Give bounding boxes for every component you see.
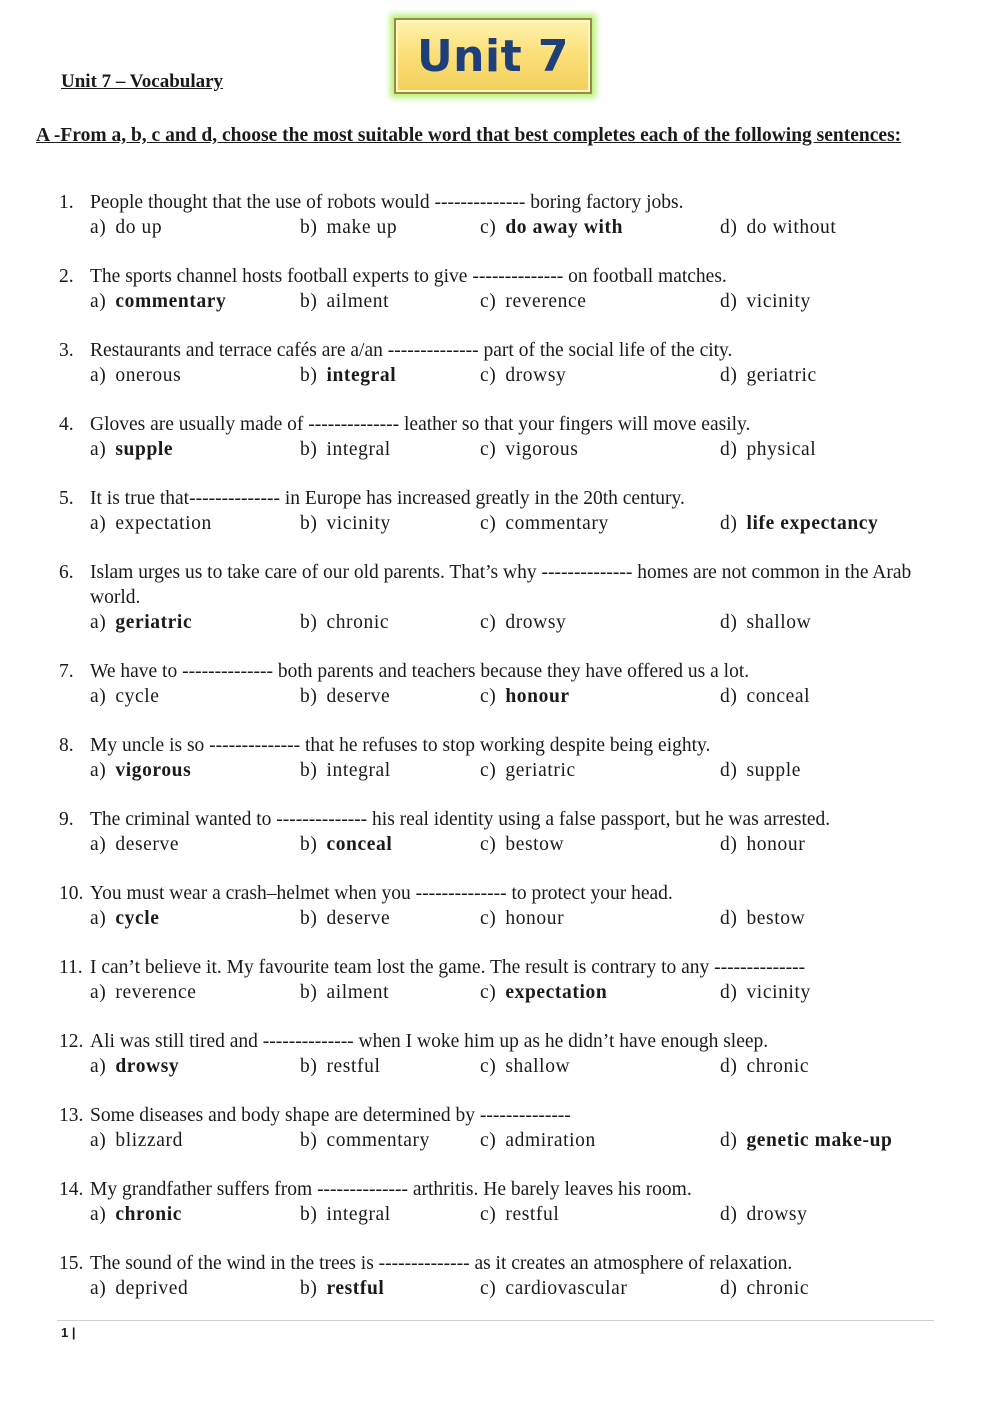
- question-text: We have to -------------- both parents and teachers because they have offered us a lot.: [90, 661, 750, 682]
- option-b: [300, 610, 389, 635]
- option-d: [720, 1128, 892, 1153]
- option-b: [300, 1054, 380, 1079]
- option-answer: chronic: [115, 1204, 183, 1225]
- option-text: bestow: [505, 834, 565, 855]
- option-text: deserve: [115, 834, 180, 855]
- option-letter: b): [300, 1130, 318, 1151]
- option-text: chronic: [326, 612, 390, 633]
- question-stem: [0, 659, 992, 684]
- option-text: chronic: [746, 1056, 810, 1077]
- option-row: [0, 289, 992, 314]
- question-number: 2.: [59, 266, 74, 287]
- option-text: cardiovascular: [505, 1278, 628, 1299]
- option-letter: d): [720, 513, 738, 534]
- option-text: vicinity: [326, 513, 391, 534]
- option-row: [0, 511, 992, 536]
- question-number: 10.: [59, 883, 84, 904]
- option-row: [0, 832, 992, 857]
- option-d: [720, 832, 805, 857]
- question-text: The criminal wanted to -------------- his real identity using a false passport, but he was arrested.: [90, 809, 831, 830]
- option-letter: b): [300, 513, 318, 534]
- option-b: [300, 511, 391, 536]
- option-d: [720, 437, 816, 462]
- option-c: [480, 832, 564, 857]
- option-text: cycle: [115, 686, 160, 707]
- option-c: [480, 1276, 627, 1301]
- option-a: [90, 1202, 182, 1227]
- option-letter: d): [720, 1130, 738, 1151]
- option-c: [480, 1128, 596, 1153]
- option-c: [480, 980, 607, 1005]
- option-text: integral: [326, 760, 391, 781]
- option-b: [300, 1202, 391, 1227]
- question-stem: [0, 1177, 992, 1202]
- option-letter: b): [300, 760, 318, 781]
- option-letter: d): [720, 760, 738, 781]
- option-letter: d): [720, 1278, 738, 1299]
- option-d: [720, 1054, 809, 1079]
- question-item: [0, 560, 992, 635]
- option-letter: b): [300, 365, 318, 386]
- option-text: make up: [326, 217, 398, 238]
- option-answer: cycle: [115, 908, 160, 929]
- option-d: [720, 1202, 807, 1227]
- option-answer: conceal: [326, 834, 393, 855]
- question-item: [0, 1251, 992, 1301]
- instructions: A -From a, b, c and d, choose the most suitable word that best completes each of the following sentences:: [36, 125, 902, 146]
- question-text: Ali was still tired and -------------- when I woke him up as he didn’t have enough sleep.: [90, 1031, 769, 1052]
- option-c: [480, 363, 566, 388]
- option-letter: b): [300, 291, 318, 312]
- question-number: 3.: [59, 340, 74, 361]
- option-letter: b): [300, 1278, 318, 1299]
- option-row: [0, 1202, 992, 1227]
- unit-badge-label: Unit 7: [416, 30, 570, 82]
- question-stem: [0, 412, 992, 437]
- option-a: [90, 1054, 179, 1079]
- option-letter: c): [480, 291, 497, 312]
- option-letter: c): [480, 1056, 497, 1077]
- option-text: reverence: [505, 291, 587, 312]
- question-item: [0, 486, 992, 536]
- option-letter: b): [300, 1056, 318, 1077]
- option-letter: a): [90, 686, 107, 707]
- option-a: [90, 1128, 183, 1153]
- question-number: 6.: [59, 562, 74, 583]
- option-letter: a): [90, 1130, 107, 1151]
- option-d: [720, 215, 836, 240]
- option-letter: a): [90, 513, 107, 534]
- option-answer: geriatric: [115, 612, 193, 633]
- section-title: Unit 7 – Vocabulary: [61, 71, 224, 92]
- question-text: You must wear a crash–helmet when you -------------- to protect your head.: [90, 883, 673, 904]
- page-number: 1 |: [61, 1325, 76, 1340]
- option-letter: b): [300, 834, 318, 855]
- option-row: [0, 363, 992, 388]
- question-stem: [0, 881, 992, 906]
- option-text: commentary: [326, 1130, 430, 1151]
- option-c: [480, 1202, 559, 1227]
- question-item: [0, 412, 992, 462]
- option-answer: do away with: [505, 217, 624, 238]
- option-b: [300, 215, 397, 240]
- question-number: 1.: [59, 192, 74, 213]
- option-letter: b): [300, 217, 318, 238]
- option-b: [300, 289, 389, 314]
- question-number: 11.: [59, 957, 83, 978]
- option-letter: d): [720, 908, 738, 929]
- option-text: reverence: [115, 982, 197, 1003]
- question-item: [0, 338, 992, 388]
- option-b: [300, 832, 392, 857]
- option-letter: b): [300, 686, 318, 707]
- question-stem: [0, 264, 992, 289]
- option-b: [300, 1128, 430, 1153]
- question-number: 9.: [59, 809, 74, 830]
- question-item: [0, 190, 992, 240]
- option-a: [90, 610, 192, 635]
- option-text: chronic: [746, 1278, 810, 1299]
- option-b: [300, 906, 390, 931]
- option-text: geriatric: [505, 760, 576, 781]
- option-row: [0, 215, 992, 240]
- option-answer: expectation: [505, 982, 608, 1003]
- option-letter: b): [300, 1204, 318, 1225]
- option-text: commentary: [505, 513, 609, 534]
- option-c: [480, 610, 566, 635]
- option-text: admiration: [505, 1130, 596, 1151]
- question-item: [0, 264, 992, 314]
- question-text: Islam urges us to take care of our old parents. That’s why -------------- homes are not common in the Arab world.: [90, 562, 912, 608]
- option-a: [90, 1276, 188, 1301]
- question-item: [0, 1103, 992, 1153]
- question-stem: [0, 1029, 992, 1054]
- option-text: shallow: [505, 1056, 571, 1077]
- option-c: [480, 289, 587, 314]
- option-text: restful: [326, 1056, 381, 1077]
- option-text: expectation: [115, 513, 212, 534]
- option-letter: d): [720, 365, 738, 386]
- question-text: My uncle is so -------------- that he refuses to stop working despite being eighty.: [90, 735, 711, 756]
- question-number: 4.: [59, 414, 74, 435]
- option-letter: a): [90, 1204, 107, 1225]
- option-text: honour: [746, 834, 806, 855]
- option-c: [480, 758, 576, 783]
- option-letter: c): [480, 982, 497, 1003]
- option-text: drowsy: [505, 612, 567, 633]
- option-text: vicinity: [746, 291, 811, 312]
- option-d: [720, 906, 805, 931]
- option-a: [90, 511, 212, 536]
- option-answer: drowsy: [115, 1056, 180, 1077]
- option-text: integral: [326, 439, 391, 460]
- option-letter: d): [720, 834, 738, 855]
- question-item: [0, 807, 992, 857]
- option-text: bestow: [746, 908, 806, 929]
- question-stem: [0, 955, 992, 980]
- option-a: [90, 980, 197, 1005]
- option-letter: d): [720, 217, 738, 238]
- option-text: drowsy: [505, 365, 567, 386]
- option-text: physical: [746, 439, 817, 460]
- option-answer: commentary: [115, 291, 227, 312]
- option-d: [720, 1276, 809, 1301]
- option-letter: a): [90, 365, 107, 386]
- question-stem: [0, 1103, 992, 1128]
- question-number: 14.: [59, 1179, 84, 1200]
- option-a: [90, 289, 226, 314]
- option-text: deserve: [326, 908, 391, 929]
- question-number: 12.: [59, 1031, 84, 1052]
- option-letter: a): [90, 760, 107, 781]
- option-d: [720, 610, 811, 635]
- option-text: onerous: [115, 365, 182, 386]
- option-answer: supple: [115, 439, 174, 460]
- option-c: [480, 1054, 570, 1079]
- option-d: [720, 758, 801, 783]
- option-c: [480, 684, 570, 709]
- option-a: [90, 758, 191, 783]
- option-text: geriatric: [746, 365, 817, 386]
- option-a: [90, 906, 160, 931]
- option-b: [300, 363, 396, 388]
- question-stem: [0, 560, 992, 610]
- option-letter: b): [300, 908, 318, 929]
- question-text: It is true that-------------- in Europe has increased greatly in the 20th century.: [90, 488, 685, 509]
- option-text: do without: [746, 217, 837, 238]
- option-letter: c): [480, 439, 497, 460]
- option-b: [300, 684, 390, 709]
- question-list: [0, 190, 992, 1325]
- option-letter: c): [480, 834, 497, 855]
- option-b: [300, 980, 389, 1005]
- option-letter: b): [300, 982, 318, 1003]
- option-row: [0, 758, 992, 783]
- question-text: Restaurants and terrace cafés are a/an -------------- part of the social life of the city.: [90, 340, 733, 361]
- option-row: [0, 1276, 992, 1301]
- option-text: ailment: [326, 982, 390, 1003]
- question-stem: [0, 807, 992, 832]
- question-text: Gloves are usually made of -------------- leather so that your fingers will move easily.: [90, 414, 751, 435]
- option-d: [720, 363, 817, 388]
- option-text: deprived: [115, 1278, 189, 1299]
- option-c: [480, 215, 623, 240]
- option-row: [0, 1054, 992, 1079]
- option-text: blizzard: [115, 1130, 183, 1151]
- option-letter: b): [300, 439, 318, 460]
- option-c: [480, 437, 578, 462]
- option-b: [300, 1276, 384, 1301]
- option-letter: c): [480, 1204, 497, 1225]
- option-row: [0, 610, 992, 635]
- option-c: [480, 511, 609, 536]
- question-text: Some diseases and body shape are determined by --------------: [90, 1105, 571, 1126]
- option-letter: c): [480, 612, 497, 633]
- option-answer: honour: [505, 686, 570, 707]
- question-number: 7.: [59, 661, 74, 682]
- question-number: 15.: [59, 1253, 84, 1274]
- option-text: deserve: [326, 686, 391, 707]
- question-stem: [0, 338, 992, 363]
- option-a: [90, 437, 173, 462]
- option-c: [480, 906, 564, 931]
- option-letter: c): [480, 686, 497, 707]
- question-text: People thought that the use of robots would -------------- boring factory jobs.: [90, 192, 684, 213]
- option-letter: a): [90, 908, 107, 929]
- option-a: [90, 684, 160, 709]
- option-text: shallow: [746, 612, 812, 633]
- option-answer: restful: [326, 1278, 385, 1299]
- option-letter: d): [720, 1204, 738, 1225]
- question-item: [0, 955, 992, 1005]
- option-letter: a): [90, 217, 107, 238]
- option-b: [300, 437, 391, 462]
- option-letter: b): [300, 612, 318, 633]
- option-letter: a): [90, 982, 107, 1003]
- option-letter: d): [720, 982, 738, 1003]
- option-d: [720, 289, 811, 314]
- option-letter: a): [90, 1278, 107, 1299]
- question-stem: [0, 486, 992, 511]
- question-text: My grandfather suffers from -------------- arthritis. He barely leaves his room.: [90, 1179, 692, 1200]
- option-letter: c): [480, 1130, 497, 1151]
- option-letter: c): [480, 1278, 497, 1299]
- option-row: [0, 906, 992, 931]
- option-text: vicinity: [746, 982, 811, 1003]
- option-answer: genetic make-up: [746, 1130, 893, 1151]
- question-stem: [0, 1251, 992, 1276]
- option-text: supple: [746, 760, 801, 781]
- option-answer: life expectancy: [746, 513, 879, 534]
- option-letter: a): [90, 291, 107, 312]
- question-stem: [0, 733, 992, 758]
- question-item: [0, 659, 992, 709]
- option-text: restful: [505, 1204, 560, 1225]
- option-text: conceal: [746, 686, 811, 707]
- question-number: 5.: [59, 488, 74, 509]
- question-item: [0, 1177, 992, 1227]
- option-letter: d): [720, 1056, 738, 1077]
- option-answer: vigorous: [115, 760, 192, 781]
- question-number: 8.: [59, 735, 74, 756]
- option-letter: a): [90, 1056, 107, 1077]
- question-stem: [0, 190, 992, 215]
- option-letter: c): [480, 908, 497, 929]
- option-row: [0, 1128, 992, 1153]
- option-letter: a): [90, 439, 107, 460]
- option-d: [720, 511, 878, 536]
- option-letter: c): [480, 513, 497, 534]
- option-letter: d): [720, 439, 738, 460]
- option-text: do up: [115, 217, 163, 238]
- option-text: honour: [505, 908, 565, 929]
- footer-divider: [57, 1320, 934, 1321]
- option-text: drowsy: [746, 1204, 808, 1225]
- option-text: ailment: [326, 291, 390, 312]
- option-row: [0, 684, 992, 709]
- question-item: [0, 1029, 992, 1079]
- option-row: [0, 437, 992, 462]
- option-letter: c): [480, 217, 497, 238]
- option-letter: d): [720, 291, 738, 312]
- option-row: [0, 980, 992, 1005]
- option-letter: a): [90, 612, 107, 633]
- option-b: [300, 758, 391, 783]
- option-letter: d): [720, 612, 738, 633]
- option-letter: c): [480, 365, 497, 386]
- option-text: integral: [326, 1204, 391, 1225]
- question-item: [0, 881, 992, 931]
- option-a: [90, 363, 181, 388]
- question-text: The sound of the wind in the trees is -------------- as it creates an atmosphere of relaxation.: [90, 1253, 793, 1274]
- option-a: [90, 215, 162, 240]
- question-item: [0, 733, 992, 783]
- unit-badge: [394, 18, 592, 94]
- option-text: vigorous: [505, 439, 579, 460]
- question-text: I can’t believe it. My favourite team lost the game. The result is contrary to any --------------: [90, 957, 806, 978]
- option-a: [90, 832, 179, 857]
- option-letter: c): [480, 760, 497, 781]
- option-letter: a): [90, 834, 107, 855]
- question-text: The sports channel hosts football experts to give -------------- on football matches.: [90, 266, 727, 287]
- question-number: 13.: [59, 1105, 84, 1126]
- option-d: [720, 980, 811, 1005]
- option-d: [720, 684, 810, 709]
- option-letter: d): [720, 686, 738, 707]
- option-answer: integral: [326, 365, 397, 386]
